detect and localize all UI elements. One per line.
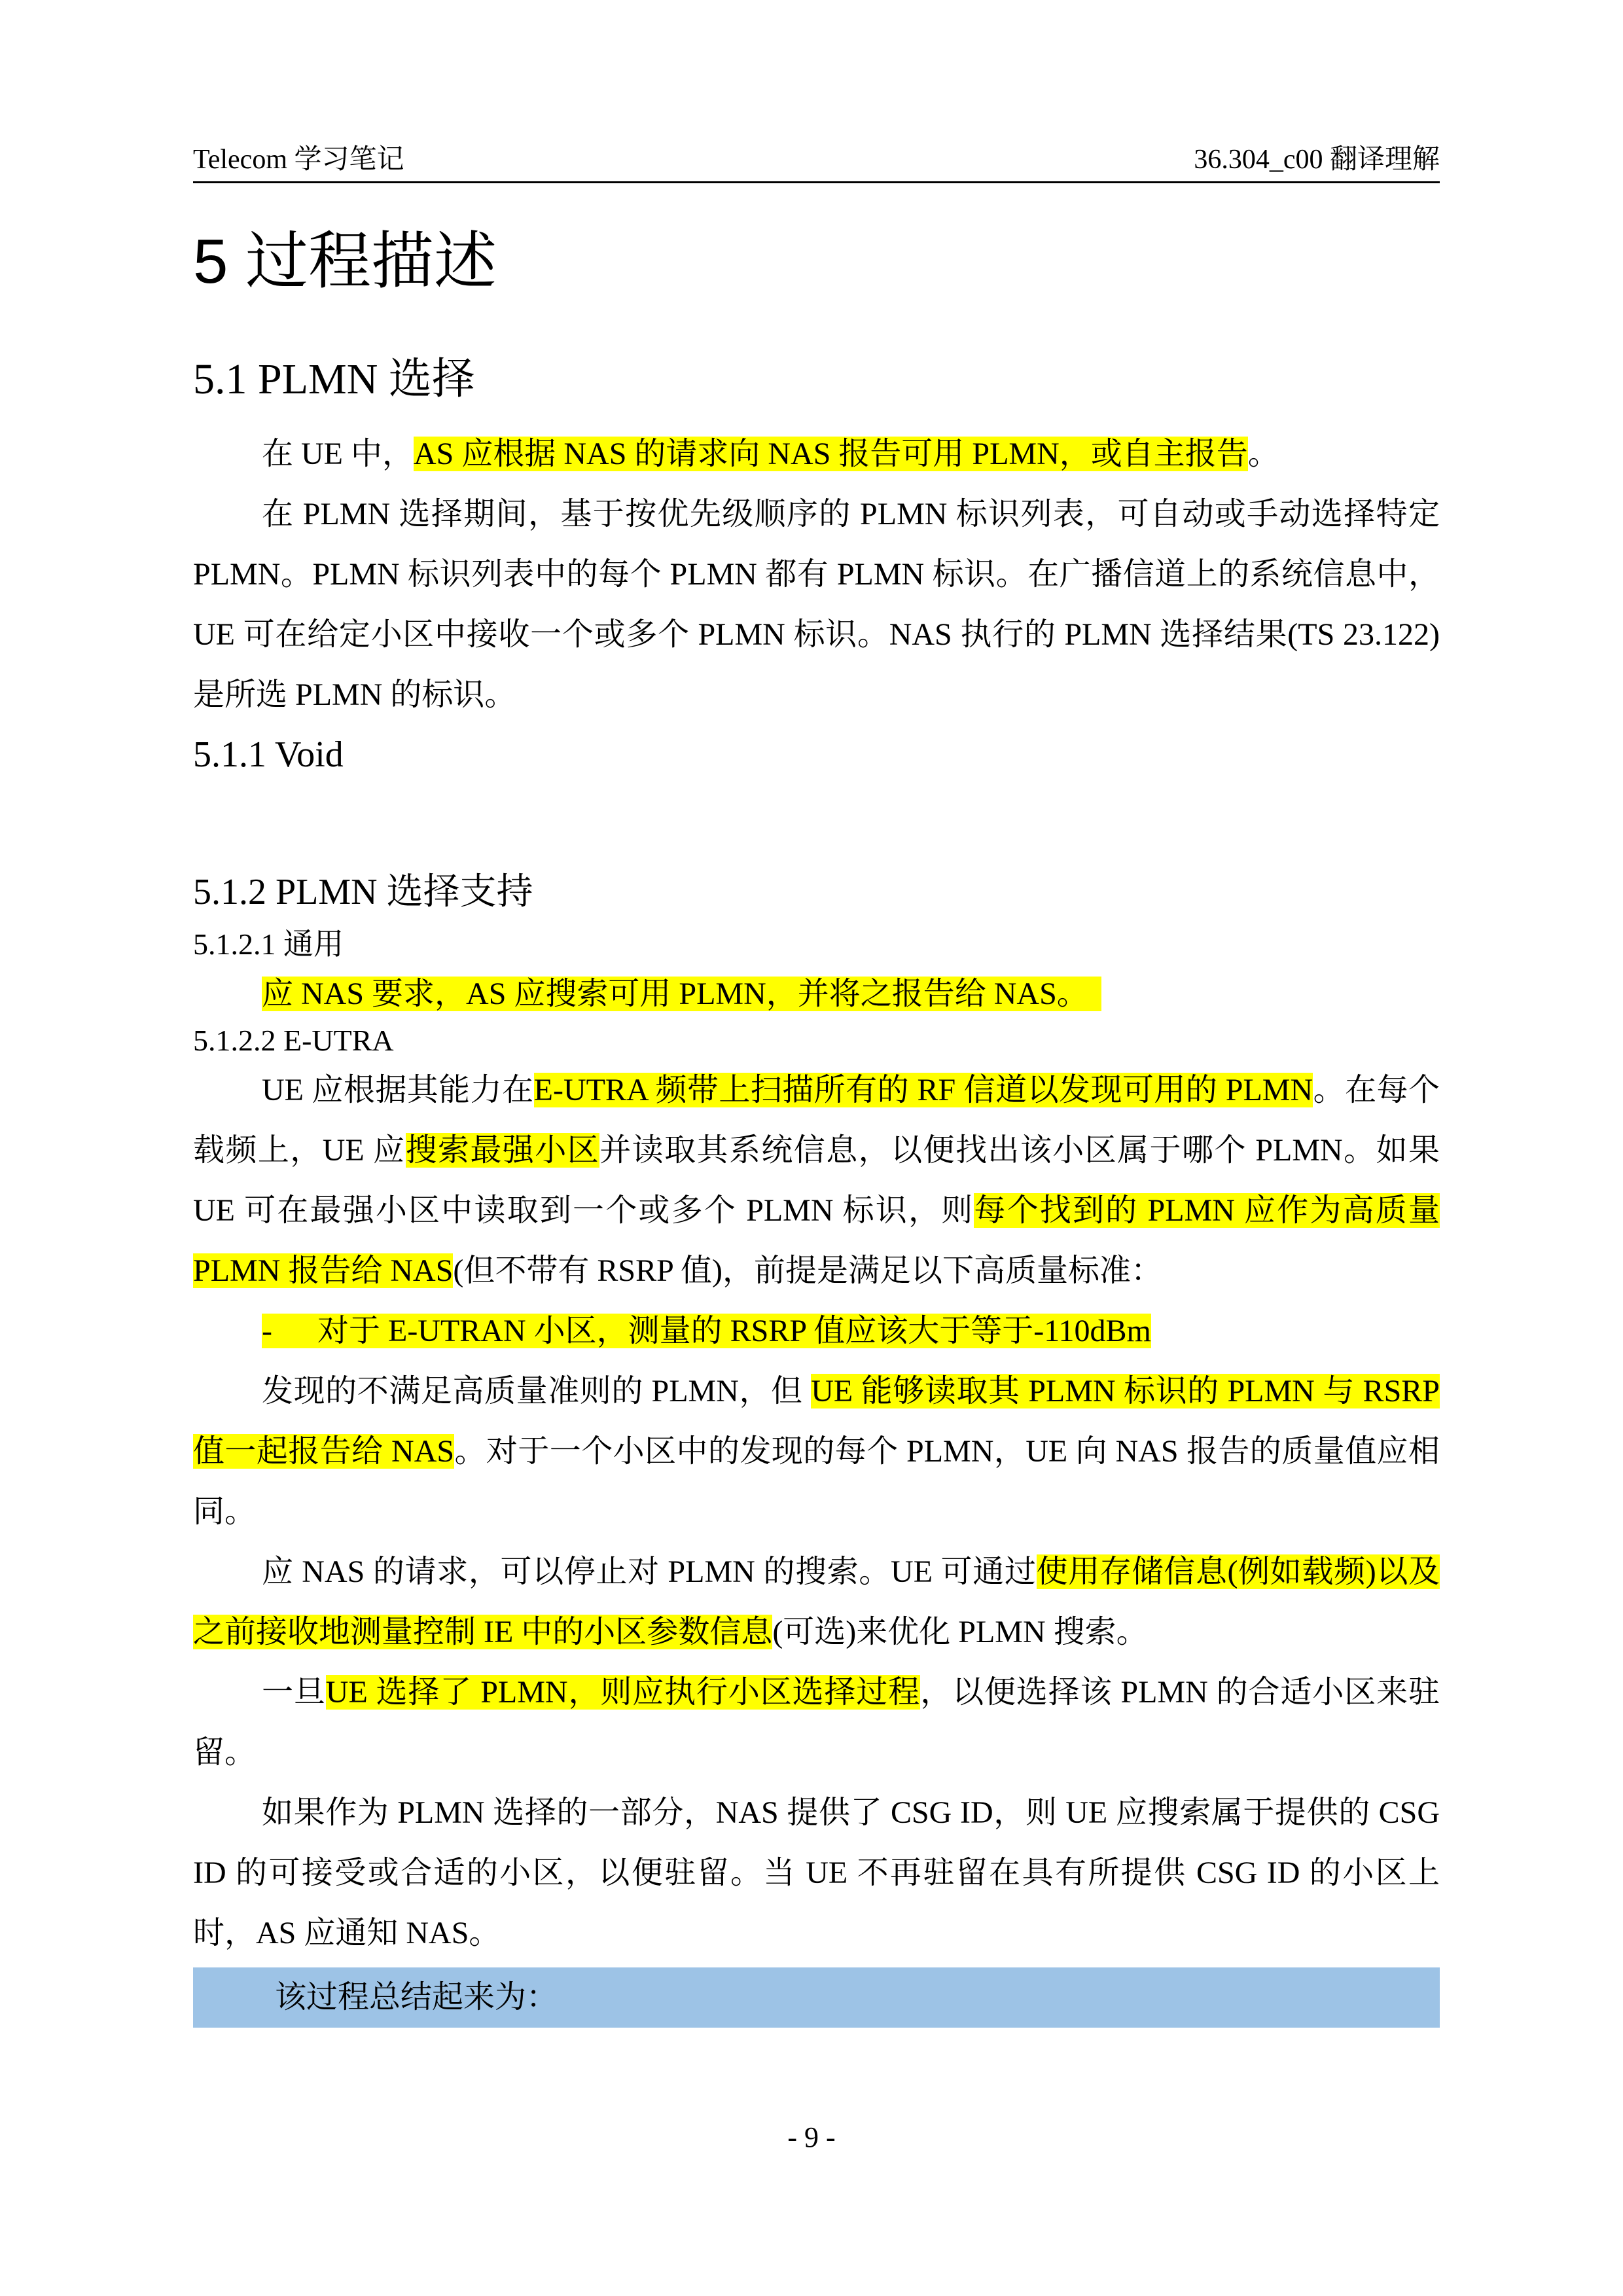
paragraph-6 <box>193 1542 1440 1662</box>
p4-text-d: (但不带有 RSRP 值)，前提是满足以下高质量标准： <box>453 1253 1163 1288</box>
paragraph-1 <box>193 424 1440 484</box>
p6-highlight: 使用存储信息(例如载频)以及之前接收地测量控制 IE 中的小区参数信息 <box>193 1554 1440 1649</box>
bullet-item <box>262 1314 1151 1348</box>
section-5-1-2-title: 5.1.2 PLMN 选择支持 <box>193 872 533 912</box>
chapter-title: 5 过程描述 <box>193 226 497 296</box>
section-5-1-title: 5.1 PLMN 选择 <box>193 355 475 403</box>
p1-text-a: 在 UE 中， <box>262 437 414 471</box>
p1-text-b: 。 <box>1247 437 1279 471</box>
page-header <box>193 128 1440 183</box>
p4-highlight-2: 搜索最强小区 <box>405 1133 600 1168</box>
summary-bar: 该过程总结起来为： <box>193 1967 1440 2028</box>
p1-highlight: AS 应根据 NAS 的请求向 NAS 报告可用 PLMN，或自主报告 <box>414 437 1248 471</box>
p4-text-c: 并读取其系统信息，以便找出该小区属于哪个 PLMN。如果 UE 可在最强小区中读取到一个或多个 PLMN 标识，则 <box>193 1133 1440 1228</box>
paragraph-2: 在 PLMN 选择期间，基于按优先级顺序的 PLMN 标识列表，可自动或手动选择特定 PLMN。PLMN 标识列表中的每个 PLMN 都有 PLMN 标识。在广播信道上的系统信息中，UE 可在给定小区中接收一个或多个 PLMN 标识。NAS 执行的 PLMN 选择结果(TS 23.122)是所选 PLMN 的标识。 <box>193 497 1440 712</box>
p5-highlight: UE 能够读取其 PLMN 标识的 PLMN 与 RSRP 值一起报告给 NAS <box>193 1374 1440 1469</box>
p5-text-a: 发现的不满足高质量准则的 PLMN，但 <box>262 1374 812 1408</box>
paragraph-3 <box>193 967 1440 1021</box>
p7-text-b: ，以便选择该 PLMN 的合适小区来驻留。 <box>193 1675 1440 1770</box>
p6-text-a: 应 NAS 的请求，可以停止对 PLMN 的搜索。UE 可通过 <box>262 1554 1037 1589</box>
page-content <box>193 216 1440 2028</box>
paragraph-5 <box>193 1361 1440 1542</box>
paragraph-8: 如果作为 PLMN 选择的一部分，NAS 提供了 CSG ID，则 UE 应搜索属于提供的 CSG ID 的可接受或合适的小区，以便驻留。当 UE 不再驻留在具有所提供 CSG ID 的小区上时，AS 应通知 NAS。 <box>193 1795 1440 1950</box>
p4-highlight-1: E-UTRA 频带上扫描所有的 RF 信道以发现可用的 PLMN <box>533 1073 1313 1107</box>
p5-text-b: 。对于一个小区中的发现的每个 PLMN，UE 向 NAS 报告的质量值应相同。 <box>193 1434 1440 1529</box>
p6-text-b: (可选)来优化 PLMN 搜索。 <box>772 1615 1148 1649</box>
section-5-1-2-1-title: 5.1.2.1 通用 <box>193 927 344 961</box>
header-left: Telecom 学习笔记 <box>193 145 404 175</box>
p4-text-a: UE 应根据其能力在 <box>262 1073 534 1107</box>
header-right: 36.304_c00 翻译理解 <box>1194 145 1440 175</box>
bullet-dash: - <box>262 1314 272 1348</box>
p7-text-a: 一旦 <box>262 1675 326 1710</box>
paragraph-7 <box>193 1662 1440 1783</box>
bullet-text: 对于 E-UTRAN 小区，测量的 RSRP 值应该大于等于-110dBm <box>317 1314 1151 1348</box>
section-5-1-1-title: 5.1.1 Void <box>193 734 344 775</box>
p4-highlight-3: 每个找到的 PLMN 应作为高质量 PLMN 报告给 NAS <box>193 1193 1440 1288</box>
section-5-1-2-2-title: 5.1.2.2 E-UTRA <box>193 1024 394 1057</box>
p3-highlight: 应 NAS 要求，AS 应搜索可用 PLMN，并将之报告给 NAS。 <box>262 977 1101 1011</box>
bullet-list <box>193 1301 1440 1361</box>
page-number: - 9 - <box>787 2121 836 2153</box>
paragraph-4 <box>193 1060 1440 1301</box>
p4-text-b: 。在每个载频上，UE 应 <box>193 1073 1440 1168</box>
p7-highlight: UE 选择了 PLMN，则应执行小区选择过程 <box>325 1675 921 1710</box>
